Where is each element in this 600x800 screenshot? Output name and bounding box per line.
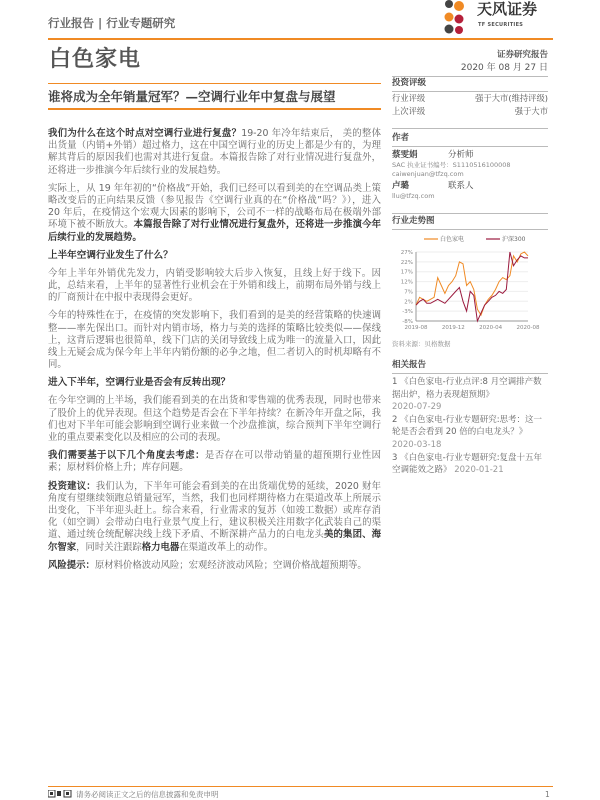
rating-row <box>392 105 548 118</box>
chart-source: 资料来源：贝格数据 <box>392 340 451 348</box>
paragraph: 今年上半年外销优先发力，内销受影响较大后步入恢复，且线上好于线下。因此，总结来看，上半年的显著性行业机会在于外销和线上，前期布局外销与线上的厂商预计在中报中表现得会更好。 <box>48 267 381 304</box>
y-tick-label: 27% <box>400 250 413 256</box>
y-tick-label: -8% <box>402 319 413 325</box>
author-name: 蔡雯娟 <box>392 150 418 160</box>
author-role: 联系人 <box>448 181 474 191</box>
author-cert: SAC 执业证书编号：S1110516100008 <box>392 161 511 169</box>
related-report-title[interactable]: 《白色家电-行业专题研究:复盘十五年空调能效之路》 <box>392 452 543 476</box>
y-tick-label: -3% <box>402 309 413 316</box>
author-email[interactable]: caiwenjuan@tfzq.com <box>392 170 464 178</box>
page-number: 1 <box>545 790 550 799</box>
author-role: 分析师 <box>448 150 474 160</box>
investment-advice: 投资建议：我们认为，下半年可能会看到美的在出货端优势的延续，2020 财年角度有望继续领跑总销量冠军，当然，我们也同样期待格力在渠道改革上所展示出变化，下半年迎头赶上。综合来看，行业需求的复苏（如竣工数据）或库存消化（如空调）会带动白电行业景气度上行，建议积极关注用数字化武装自己的渠道、通过统仓统配解决线上线下矛盾、不断深耕产品力的白电龙头美的集团、海尔智家，同时关注跟踪格力电器在渠道改革上的动作。 <box>48 480 381 553</box>
author-email[interactable]: llu@tfzq.com <box>392 192 435 200</box>
author-name: 卢璐 <box>392 181 410 191</box>
related-report-date: 2020-07-29 <box>392 402 442 413</box>
industry-trend-chart <box>388 232 548 336</box>
rating-heading: 投资评级 <box>392 78 548 92</box>
legend-label: 白色家电 <box>440 236 465 243</box>
authors-heading: 作者 <box>392 133 548 147</box>
x-tick-label: 2020-04 <box>479 325 503 331</box>
y-tick-label: 17% <box>400 269 413 276</box>
related-report-item[interactable]: 1 《白色家电-行业点评:8 月空调排产数据出炉，格力表现超预期》 2020-07-29 <box>392 377 542 413</box>
divider <box>392 128 548 129</box>
rating-row <box>392 92 548 105</box>
logo-text: 天风证券 <box>477 0 538 18</box>
rating-label: 上次评级 <box>392 106 426 116</box>
related-report-item[interactable]: 3 《白色家电-行业专题研究:复盘十五年空调能效之路》 2020-01-21 <box>392 452 543 476</box>
breadcrumb: 行业报告 | 行业专题研究 <box>48 16 176 30</box>
header-divider <box>48 38 553 40</box>
rating-value: 强于大市(维持评级) <box>475 93 548 103</box>
section-heading: 进入下半年，空调行业是否会有反转出现？ <box>48 377 231 389</box>
related-reports <box>392 360 548 477</box>
rating-section <box>392 78 548 129</box>
rating-value: 强于大市 <box>514 106 548 116</box>
related-report-title[interactable]: 《白色家电-行业点评:8 月空调排产数据出炉，格力表现超预期》 <box>392 377 542 400</box>
divider <box>392 76 548 77</box>
report-subtitle: 谁将成为全年销量冠军？—空调行业年中复盘与展望 <box>48 89 336 104</box>
footer-disclaimer: 请务必阅读正文之后的信息披露和免责申明 <box>76 790 219 799</box>
y-tick-label: 7% <box>404 289 413 296</box>
logo-subtext: TF SECURITIES <box>478 22 524 28</box>
subtitle-rule-top <box>48 83 381 84</box>
related-report-title[interactable]: 《白色家电-行业专题研究:思考：这一轮是否会看到 20 倍的白电龙头？》 <box>392 414 543 438</box>
legend-label: 沪深300 <box>502 236 526 243</box>
paragraph: 我们需要基于以下几个角度去考虑：是否存在可以带动销量的超预期行业性因素；原材料价格上升；库存问题。 <box>48 450 381 474</box>
report-body <box>48 128 381 578</box>
section-heading: 上半年空调行业发生了什么？ <box>48 249 173 261</box>
trend-heading: 行业走势图 <box>392 213 548 230</box>
page-title: 白色家电 <box>49 47 142 72</box>
paragraph: 实际上，从 19 年年初的“价格战”开始，我们已经可以看到美的在空调品类上策略改变后的正向结果反馈（参见报告《空调行业真的在“价格战”吗？》），进入 20 年后，在疫情这个宏观大因素的影响下，公司不一样的战略布局在极端外部环境下被不断放大。本篇报告除了对行业情况进行复盘外，还将进一步推演今年后续行业的发展趋势。 <box>48 182 381 243</box>
y-tick-label: 12% <box>400 279 413 286</box>
authors-section <box>392 133 548 201</box>
x-tick-label: 2019-08 <box>404 325 428 331</box>
related-report-item[interactable]: 2 《白色家电-行业专题研究:思考：这一轮是否会看到 20 倍的白电龙头？》 2020-03-18 <box>392 414 543 450</box>
subtitle-rule-bottom <box>48 108 381 110</box>
related-heading: 相关报告 <box>392 360 548 374</box>
report-type: 证券研究报告 <box>496 50 548 60</box>
x-tick-label: 2019-12 <box>441 325 465 331</box>
qr-code-icon <box>48 790 72 800</box>
paragraph: 在今年空调的上半场，我们能看到美的在出货和零售端的优秀表现，同时也带来了股价上的优异表现。但这个趋势是否会在下半年持续？在新冷年开盘之际，我们也对下半年可能会影响到空调行业来做一个沙盘推演，综合预判下半年空调行业的重点要素变化以及相应的公司的表现。 <box>48 395 381 444</box>
x-tick-label: 2020-08 <box>516 325 540 331</box>
y-tick-label: 22% <box>400 259 413 266</box>
paragraph: 今年的特殊性在于，在疫情的突发影响下，我们看到的是美的经营策略的快速调整——率先保出口。而针对内销市场，格力与美的选择的策略比较类似——保线上，这背后逻辑也很简单，线下门店的关闭导致线上成为唯一的流量入口，因此线上无疑会成为保今年上半年内销份额的必争之地，但二者切入的时机却略有不同。 <box>48 310 381 371</box>
rating-label: 行业评级 <box>392 93 426 103</box>
related-report-date: 2020-01-21 <box>454 465 504 476</box>
y-tick-label: 2% <box>404 299 413 306</box>
risk-warning: 风险提示：原材料价格波动风险；宏观经济波动风险；空调价格战超预期等。 <box>48 559 367 571</box>
report-date: 2020 年 08 月 27 日 <box>460 63 548 73</box>
trend-section <box>392 213 548 230</box>
related-report-date: 2020-03-18 <box>392 439 442 450</box>
paragraph: 我们为什么在这个时点对空调行业进行复盘？19-20 年冷年结束后， 美的整体出货量（内销+外销）超过格力，这在中国空调行业的历史上都是少有的，为理解其背后的原因我们也需对其进行复盘。本篇报告除了对行业情况进行复盘外，还将进一步推演今年后续行业的发展趋势。 <box>48 128 381 176</box>
footer-divider <box>48 786 553 787</box>
